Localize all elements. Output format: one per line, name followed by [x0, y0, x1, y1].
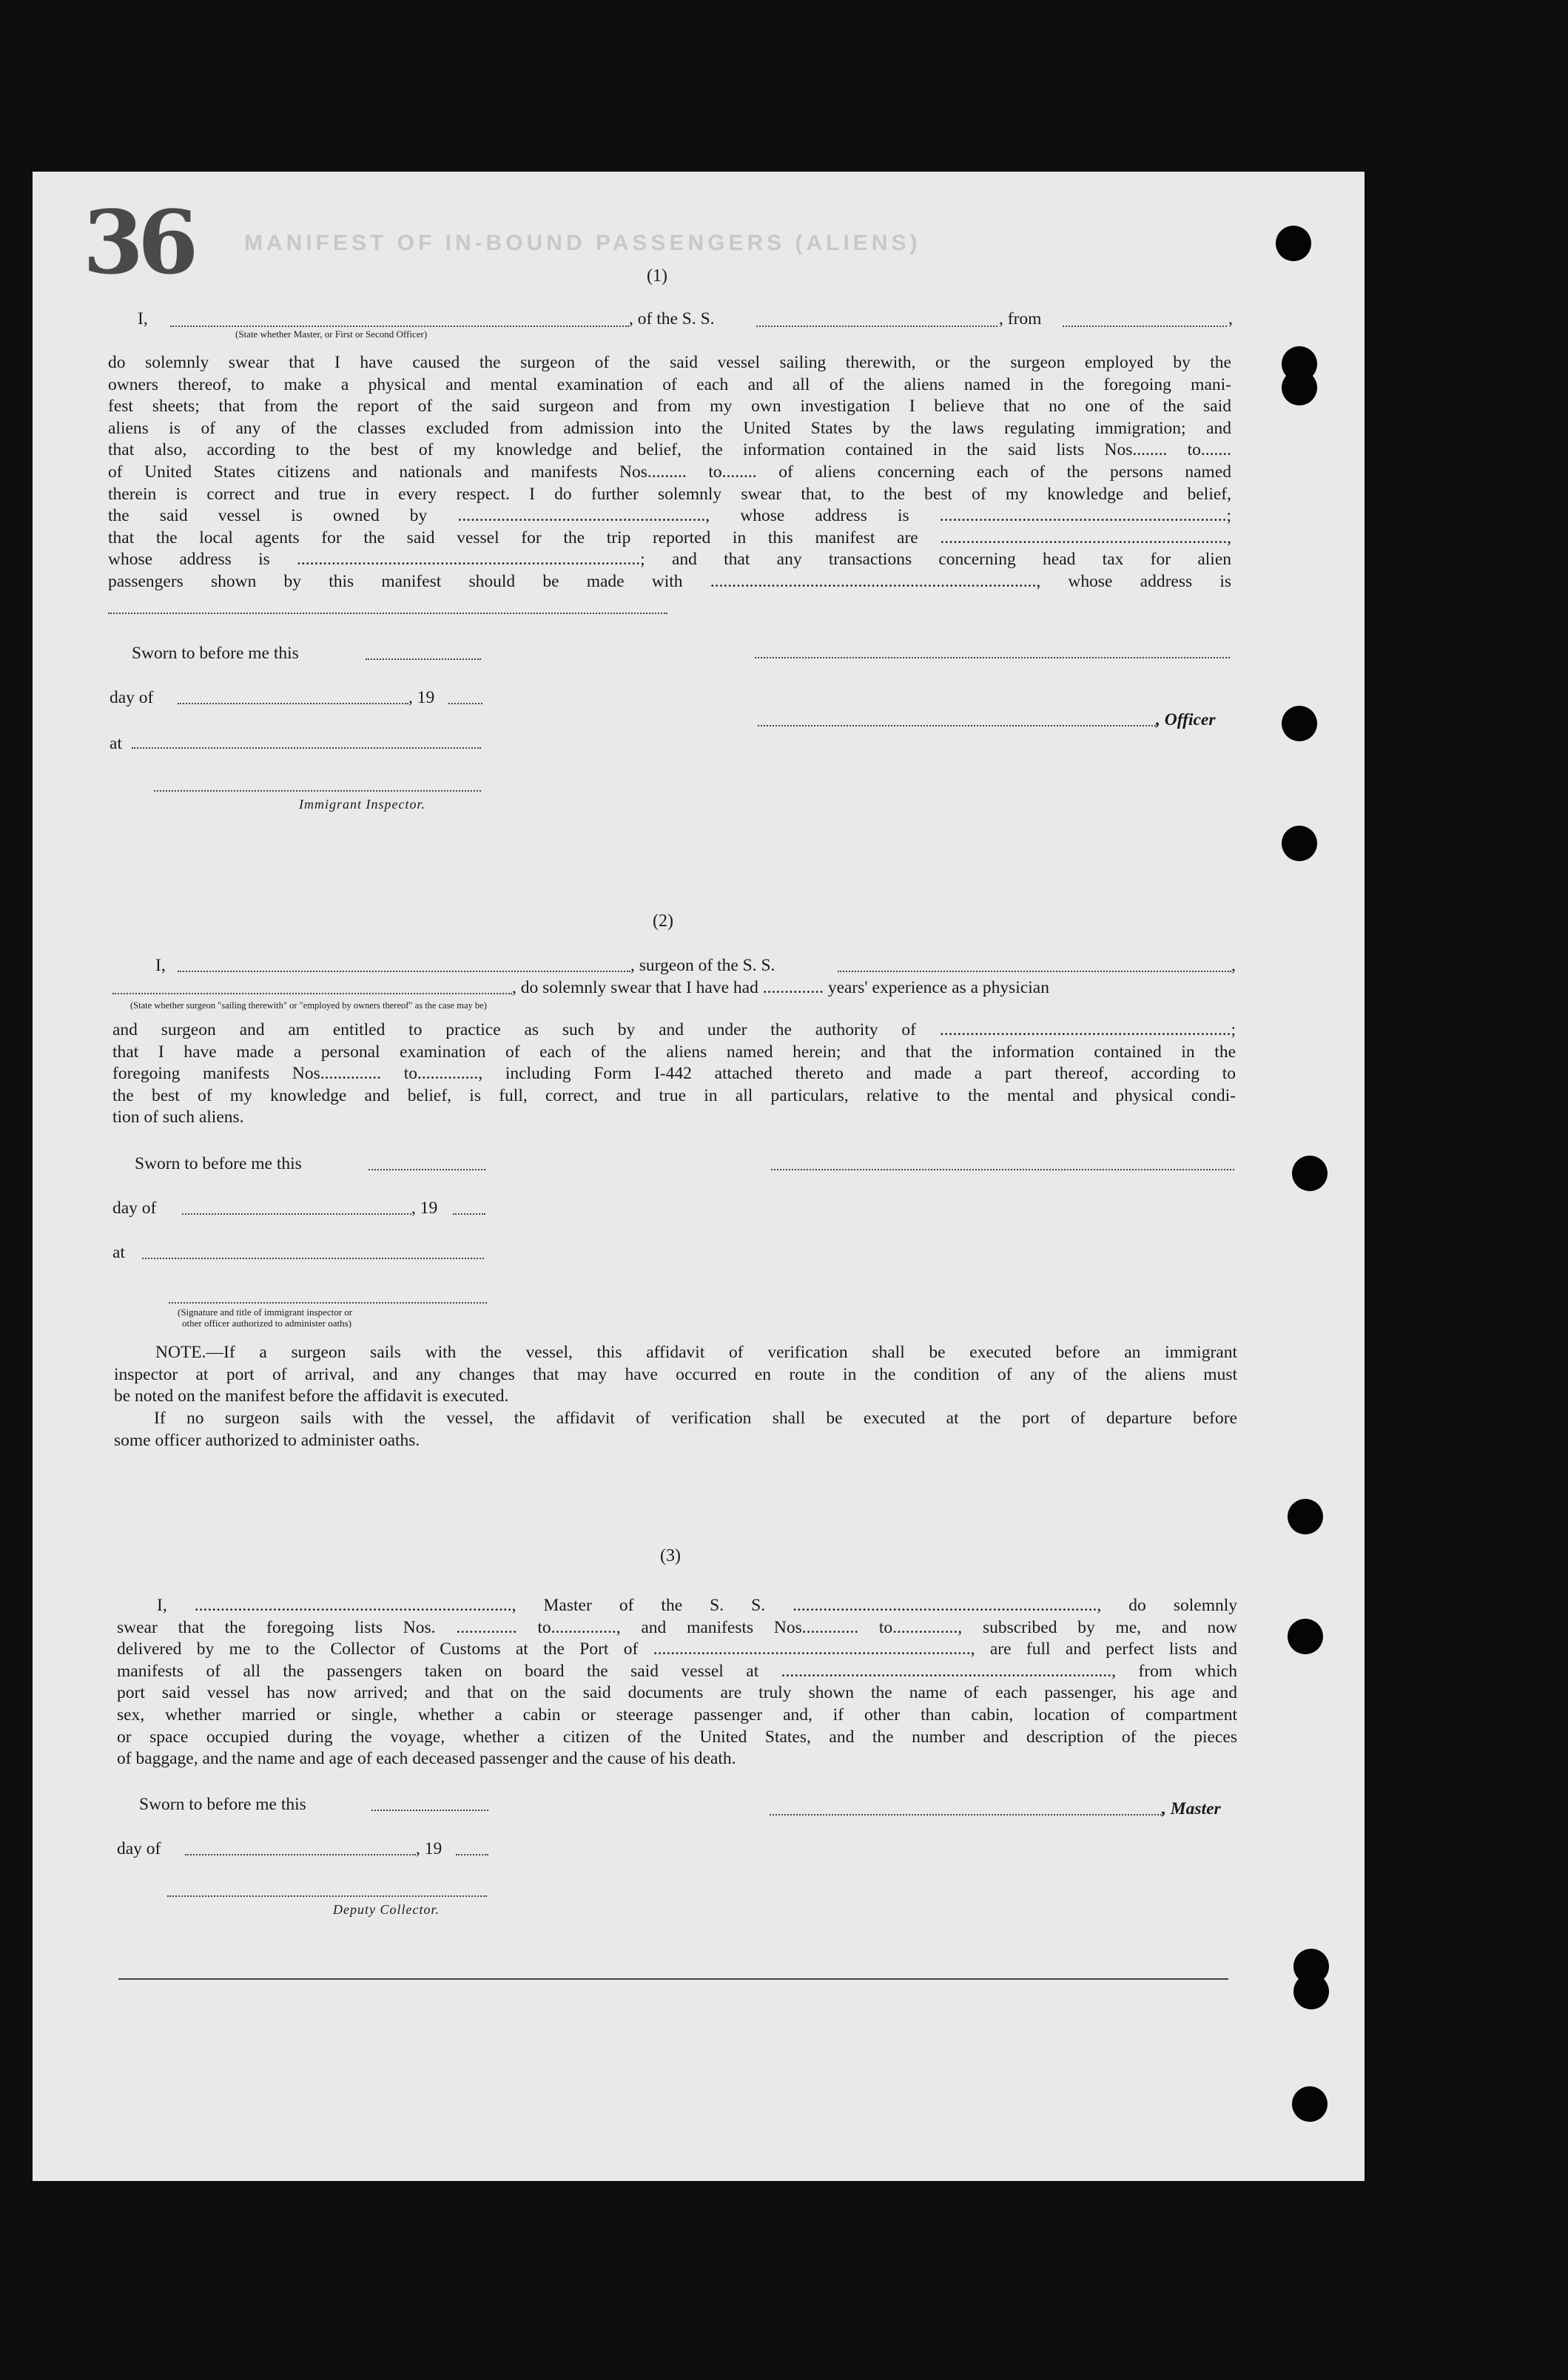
s3-line: port said vessel has now arrived; and that on the said documents are truly shown the name of each passenger, his age and: [117, 1683, 1237, 1703]
s2-note-line: inspector at port of arrival, and any changes that may have occurred en route in the condition of any of the aliens must: [114, 1364, 1237, 1384]
s1-line: do solemnly swear that I have caused the surgeon of the said vessel sailing therewith, or the surgeon employed by the: [108, 353, 1231, 372]
s3-year: , 19: [416, 1839, 443, 1858]
s1-of-ss: , of the S. S.: [629, 309, 715, 328]
s1-at: at: [110, 734, 122, 753]
s3-collector-line: [167, 1895, 487, 1897]
s1-year-line: [448, 703, 482, 704]
s3-line: manifests of all the passengers taken on board the said vessel at ............................................................................, from which: [117, 1661, 1237, 1681]
s1-line: aliens is of any of the classes excluded from admission into the United States by the laws regulating immigration; and: [108, 418, 1231, 438]
s3-year-line: [456, 1854, 488, 1855]
section-1-oath: [108, 352, 1231, 593]
s3-line: I, ........................................................................., Master of the S. S. ......................................................................, do solemnly: [157, 1596, 1237, 1615]
s2-sig-note-2: other officer authorized to administer oaths): [182, 1318, 351, 1329]
s2-line: and surgeon and am entitled to practice as such by and under the authority of ...................................................................;: [112, 1020, 1236, 1039]
s1-sworn-line: [366, 658, 481, 660]
s1-officer-line: [758, 725, 1156, 727]
s1-line: owners thereof, to make a physical and mental examination of each and all of the aliens named in the foregoing mani-: [108, 374, 1231, 394]
s1-line: the said vessel is owned by ........................................................., whose address is ..................................................................;: [108, 506, 1231, 526]
s2-status-line: [112, 993, 512, 994]
s1-from-line: [1063, 326, 1227, 327]
s3-line: or space occupied during the voyage, whether a citizen of the United States, and the number and description of the pieces: [117, 1727, 1237, 1747]
section-2-oath: [112, 1019, 1236, 1129]
s2-surgeon-note: (State whether surgeon "sailing therewith" or "employed by owners thereof" as the case may be): [130, 1000, 487, 1011]
s3-day-line: [185, 1854, 416, 1855]
s1-name-line: [170, 326, 629, 327]
s2-sig-note-1: (Signature and title of immigrant inspector or: [178, 1307, 353, 1318]
s2-year: , 19: [411, 1199, 438, 1218]
s3-line: delivered by me to the Collector of Customs at the Port of ........................................................................., are full and perfect lists and: [117, 1639, 1237, 1659]
s2-day-line: [182, 1213, 411, 1215]
s2-line: foregoing manifests Nos.............. to.............., including Form I-442 attached thereto and made a part thereof, according to: [112, 1064, 1236, 1084]
s2-vessel-line: [838, 971, 1231, 972]
s1-sworn: Sworn to before me this: [132, 644, 299, 663]
s1-address-line: [108, 613, 667, 614]
s2-sworn: Sworn to before me this: [135, 1154, 302, 1173]
s1-from: , from: [999, 309, 1042, 328]
s2-comma: ,: [1231, 956, 1236, 975]
s1-year: , 19: [408, 688, 435, 707]
punch-hole: [1282, 370, 1317, 405]
s2-sworn-line: [369, 1169, 485, 1170]
bottom-rule: [118, 1978, 1228, 1980]
s2-line: the best of my knowledge and belief, is full, correct, and true in all particulars, relative to the mental and physical condi-: [112, 1085, 1236, 1105]
s1-comma: ,: [1228, 309, 1233, 328]
s2-i: I,: [155, 956, 166, 975]
section-3-number: (3): [660, 1546, 681, 1565]
s2-line2: , do solemnly swear that I have had .............. years' experience as a physician: [512, 978, 1049, 997]
s1-officer-note: (State whether Master, or First or Second Officer): [235, 328, 428, 340]
s1-line: that also, according to the best of my knowledge and belief, the information contained in the said lists Nos........ to.......: [108, 440, 1231, 460]
punch-hole: [1292, 2086, 1328, 2122]
s2-signature-line: [771, 1169, 1234, 1170]
s1-line: that the local agents for the said vessel for the trip reported in this manifest are ..................................................................,: [108, 527, 1231, 547]
punch-hole: [1276, 226, 1311, 261]
s3-master-line: [770, 1814, 1162, 1816]
s2-inspector-line: [169, 1302, 487, 1304]
punch-hole: [1282, 826, 1317, 861]
document-sheet-lower-tab: [33, 1998, 336, 2175]
s1-line: fest sheets; that from the report of the said surgeon and from my own investigation I believe that no one of the said: [108, 397, 1231, 417]
s3-collector-title: Deputy Collector.: [333, 1902, 440, 1917]
s1-day-of: day of: [110, 688, 154, 707]
page-number-stamp: 36: [83, 191, 193, 294]
s1-officer: , Officer: [1156, 710, 1216, 729]
s2-note-line: be noted on the manifest before the affidavit is executed.: [114, 1386, 509, 1406]
s1-line: of United States citizens and nationals and manifests Nos......... to........ of aliens concerning each of the persons named: [108, 462, 1231, 482]
s3-line: sex, whether married or single, whether a cabin or steerage passenger and, if other than cabin, location of compartment: [117, 1705, 1237, 1725]
s1-inspector-line: [154, 790, 481, 792]
section-2-number: (2): [653, 911, 673, 931]
section-3-oath: [117, 1595, 1237, 1770]
s2-note2-line: If no surgeon sails with the vessel, the affidavit of verification shall be executed at the port of departure before: [154, 1409, 1237, 1428]
s1-signature-line: [755, 657, 1230, 658]
section-1-number: (1): [647, 266, 667, 286]
s2-line: that I have made a personal examination of each of the aliens named herein; and that the information contained in the: [112, 1042, 1236, 1062]
s3-line: swear that the foregoing lists Nos. .............. to..............., and manifests Nos............. to..............., subscribed by me, and now: [117, 1617, 1237, 1637]
punch-hole: [1292, 1156, 1328, 1191]
punch-hole: [1288, 1499, 1323, 1534]
s1-at-line: [132, 747, 481, 749]
s1-line: passengers shown by this manifest should be made with ..........................................................................., whose address is: [108, 571, 1231, 591]
s2-note-2: [114, 1408, 1237, 1452]
punch-hole: [1293, 1974, 1329, 2009]
s3-sworn-line: [371, 1810, 488, 1811]
s1-i: I,: [138, 309, 148, 328]
s2-at-line: [142, 1258, 484, 1259]
s2-day-of: day of: [112, 1199, 157, 1218]
s1-vessel-line: [756, 326, 997, 327]
s2-surgeon: , surgeon of the S. S.: [630, 956, 775, 975]
s1-inspector-title: Immigrant Inspector.: [299, 797, 425, 812]
s3-sworn: Sworn to before me this: [139, 1795, 306, 1814]
bleed-through-header: MANIFEST OF IN-BOUND PASSENGERS (ALIENS): [244, 231, 921, 255]
s2-at: at: [112, 1243, 125, 1262]
s1-line: therein is correct and true in every respect. I do further solemnly swear that, to the best of my knowledge and belief,: [108, 484, 1231, 504]
punch-hole: [1288, 1619, 1323, 1654]
s3-master: , Master: [1162, 1799, 1221, 1818]
s1-day-line: [178, 703, 408, 704]
s2-year-line: [453, 1213, 485, 1215]
s2-note-line: NOTE.—If a surgeon sails with the vessel, this affidavit of verification shall be executed before an immigrant: [155, 1343, 1237, 1362]
s1-line: whose address is ...............................................................................; and that any transactions concerning head tax for alien: [108, 550, 1231, 570]
punch-hole: [1282, 706, 1317, 741]
s2-note: [114, 1342, 1237, 1408]
s2-line: tion of such aliens.: [112, 1108, 244, 1127]
s3-day-of: day of: [117, 1839, 161, 1858]
s3-line: of baggage, and the name and age of each deceased passenger and the cause of his death.: [117, 1749, 736, 1769]
s2-name-line: [178, 971, 630, 972]
s2-note2-line: some officer authorized to administer oaths.: [114, 1430, 420, 1450]
